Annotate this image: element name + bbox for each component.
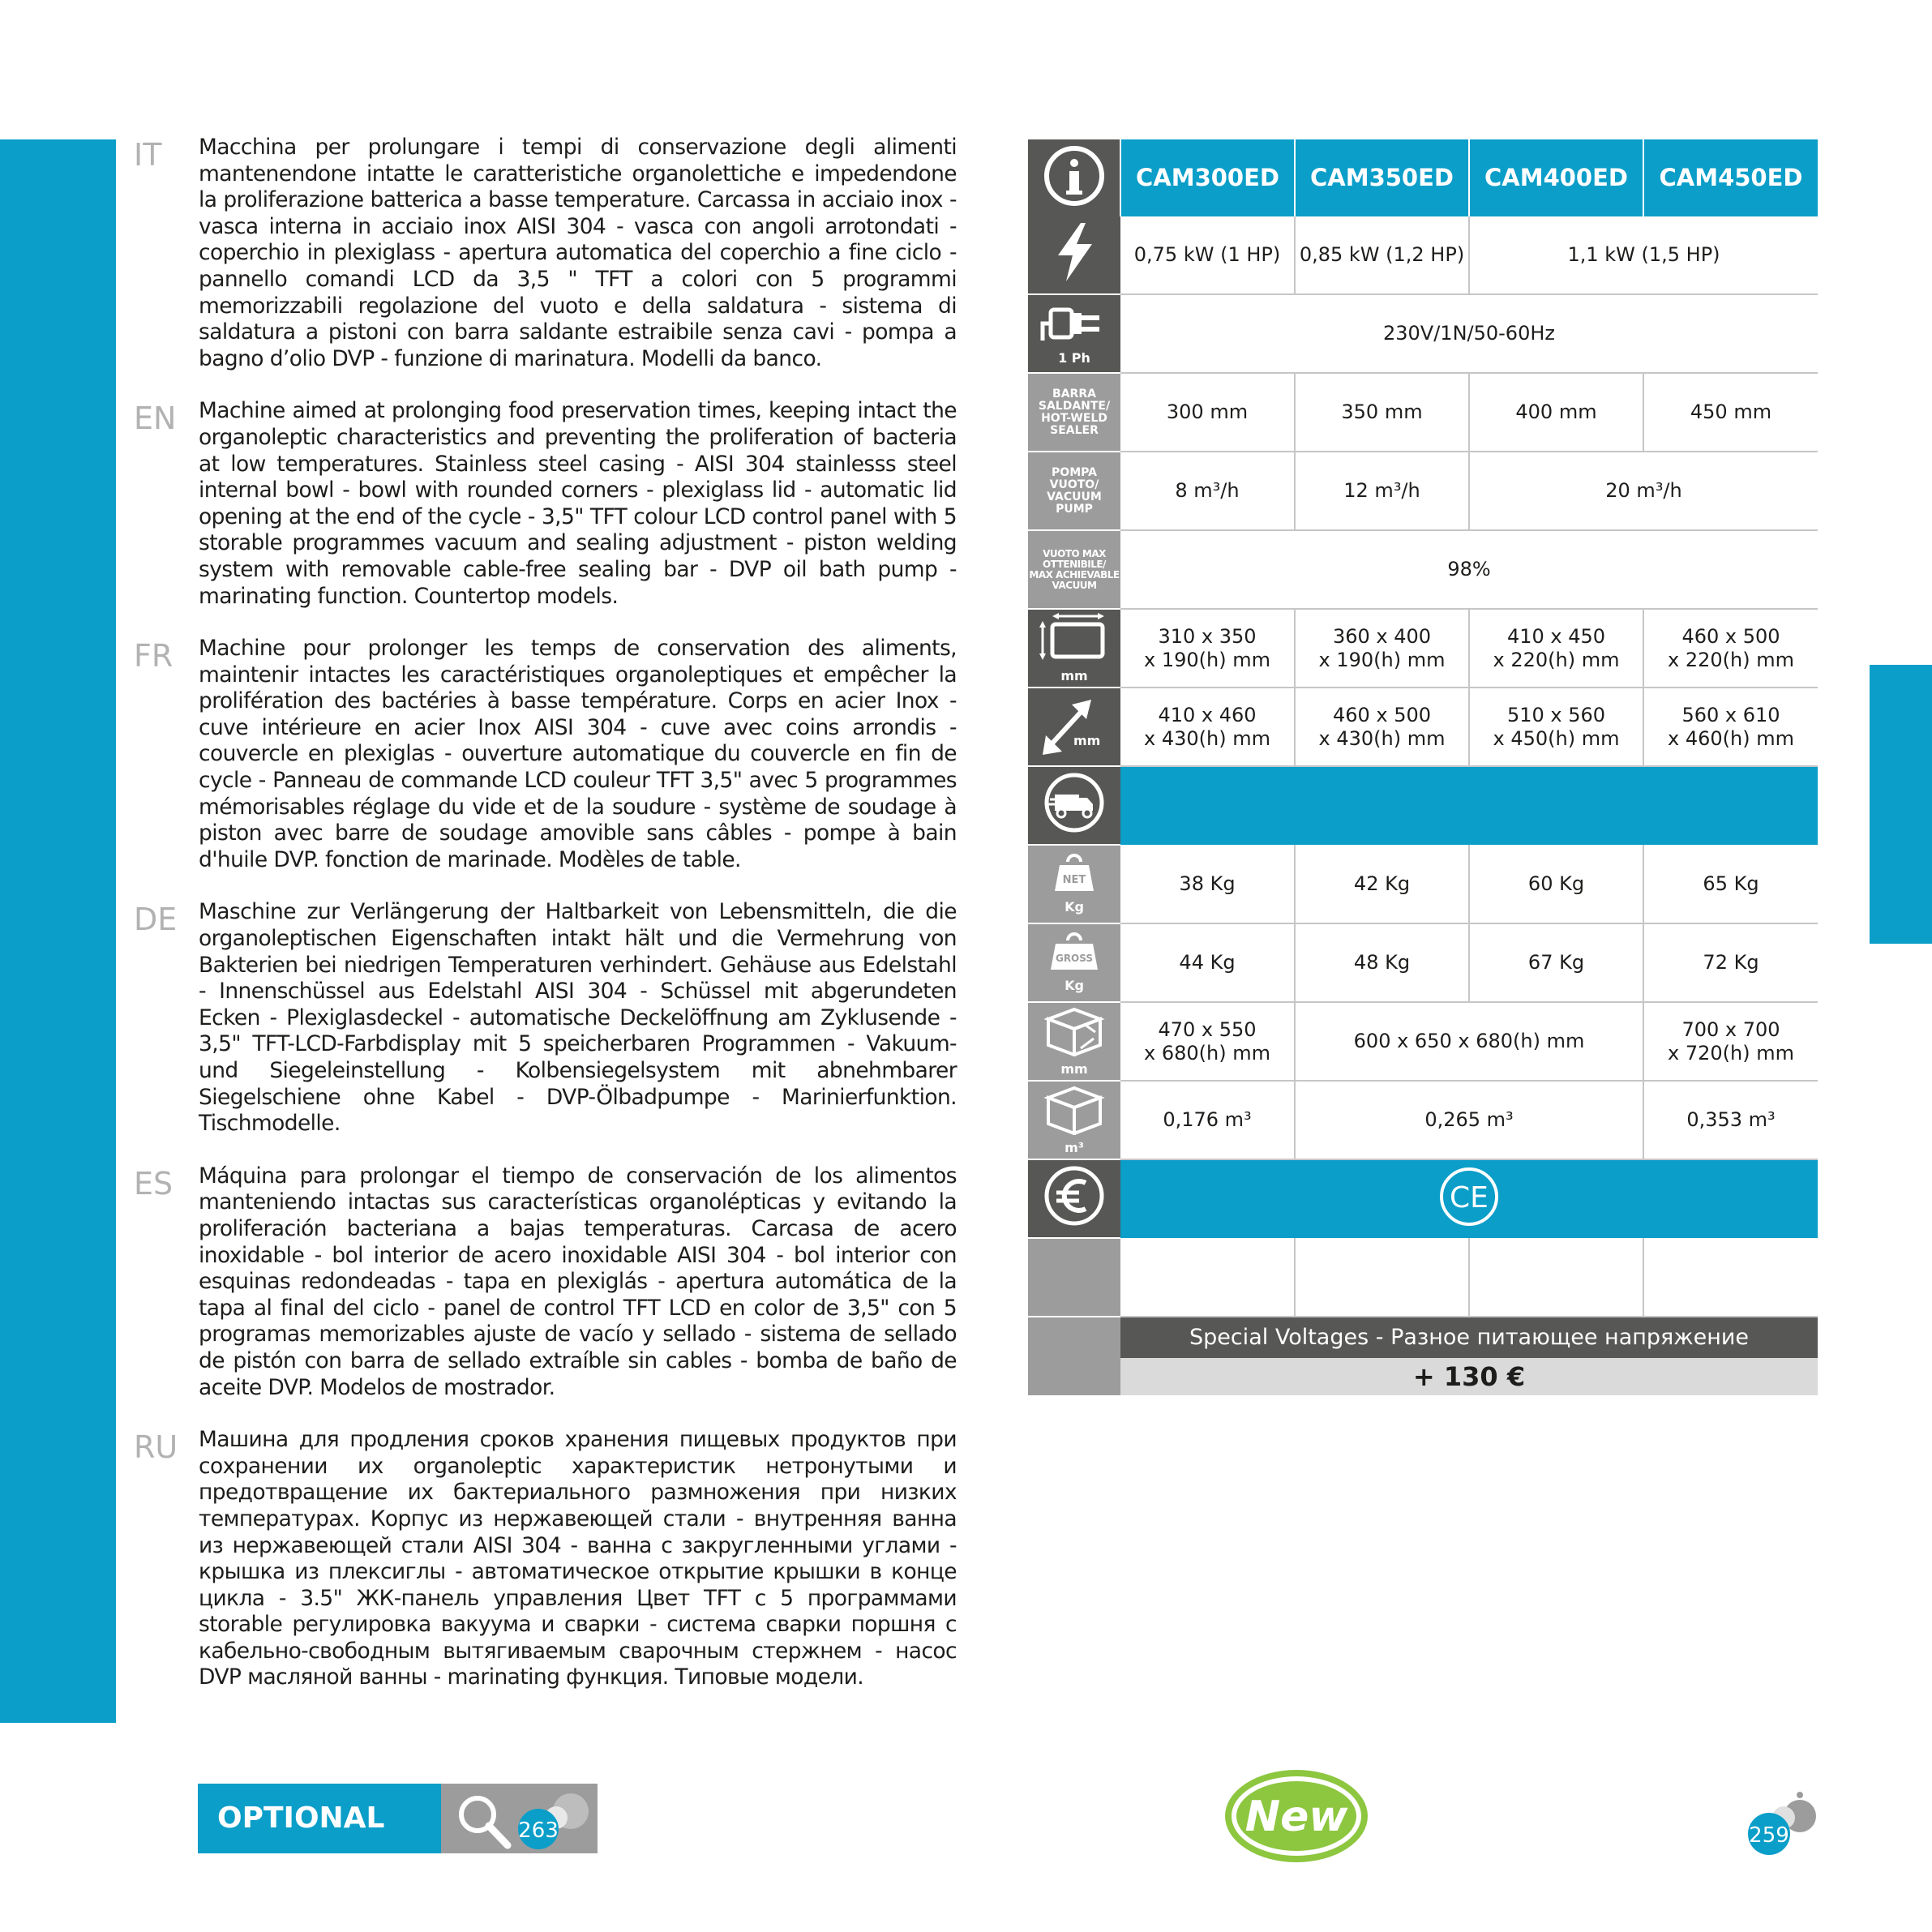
svg-text:GROSS: GROSS: [1055, 953, 1094, 964]
description-text: Maschine zur Verlängerung der Haltbarkeit von Lebensmitteln, die die organoleptischen Eigenschaften intakt hält und die Vermehrung von Bakterien bei niedrigen Temperaturen verhindert. Gehäuse aus Edelstahl - Innenschüssel aus Edelstahl AISI 304 - Schüssel mit abgerundeten Ecken - Plexiglasdeckel - automatische Deckelöffnung am Zyklusende - 3,5" TFT-LCD-Farbdisplay mit 5 speicherbaren Programmen - Vakuum- und Siegeleinstellung - Kolbensiegelsystem mit abnehmbarer Siegelschiene ohne Kabel - DVP-Ölbadpumpe - Marinierfunktion. Tischmodelle.: [199, 899, 957, 1137]
price-value: [1469, 1238, 1643, 1317]
optional-page-link[interactable]: [441, 1784, 598, 1853]
external-value: 560 x 610 x 460(h) mm: [1643, 688, 1818, 766]
optional-button[interactable]: OPTIONAL: [198, 1784, 441, 1853]
shipping-band: [1120, 766, 1818, 845]
description-text: Machine aimed at prolonging food preservation times, keeping intact the organoleptic characteristics and preventing the proliferation of bacteria at low temperatures. Stainless steel casing - AISI 304 stainlesss steel internal bowl - bowl with rounded corners - plexiglass lid - automatic lid opening at the end of the cycle - 3,5" TFT colour LCD control panel with 5 storable programmes vacuum and sealing adjustment - piston welding system with removable cable-free sealing bar - DVP oil bath pump - marinating function. Countertop models.: [199, 398, 957, 609]
gross-weight-value: 48 Kg: [1295, 923, 1469, 1002]
net-weight-value: 65 Kg: [1643, 845, 1818, 923]
ce-mark-icon: [1437, 1164, 1501, 1229]
chamber-dimensions-icon: [1028, 609, 1120, 688]
model-name: CAM400ED: [1469, 139, 1643, 216]
svg-text:259: 259: [1749, 1823, 1789, 1848]
pump-value: 8 m³/h: [1120, 452, 1295, 530]
certification-row: [1028, 1159, 1818, 1238]
net-weight-value: 42 Kg: [1295, 845, 1469, 923]
net-weight-icon: [1028, 845, 1120, 923]
volume-row: [1028, 1081, 1818, 1159]
packing-value: 600 x 650 x 680(h) mm: [1295, 1002, 1643, 1081]
gross-weight-value: 44 Kg: [1120, 923, 1295, 1002]
gross-weight-value: 72 Kg: [1643, 923, 1818, 1002]
pump-row: [1028, 452, 1818, 530]
special-side: [1028, 1317, 1120, 1358]
packing-row: [1028, 1002, 1818, 1081]
chamber-value: 360 x 400 x 190(h) mm: [1295, 609, 1469, 688]
model-name: CAM450ED: [1643, 139, 1818, 216]
volume-value: 0,176 m³: [1120, 1081, 1295, 1159]
svg-text:263: 263: [518, 1818, 559, 1843]
vacuum-value: 98%: [1120, 530, 1818, 609]
chamber-row: [1028, 609, 1818, 688]
power-value: 0,75 kW (1 HP): [1120, 216, 1295, 294]
page-number-badge: [1735, 1784, 1824, 1865]
info-icon: [1028, 139, 1120, 216]
vacuum-label: VUOTO MAX OTTENIBILE/ MAX ACHIEVABLE VACUUM: [1028, 530, 1120, 609]
description-en: [134, 398, 957, 610]
new-badge: [1223, 1767, 1370, 1865]
bar-value: 300 mm: [1120, 373, 1295, 452]
language-code: IT: [134, 137, 162, 173]
voltage-value: 230V/1N/50-60Hz: [1120, 294, 1818, 373]
svg-text:New: New: [1244, 1793, 1348, 1841]
special-price-row: [1028, 1358, 1818, 1395]
gross-weight-value: 67 Kg: [1469, 923, 1643, 1002]
ce-mark-band: [1120, 1159, 1818, 1238]
power-value: 1,1 kW (1,5 HP): [1469, 216, 1818, 294]
delivery-truck-icon: [1028, 766, 1120, 845]
description-text: Macchina per prolungare i tempi di conservazione degli alimenti mantenendone intatte le caratteristiche organolettiche e impedendone la proliferazione batterica a basse temperature. Carcassa in acciaio inox - vasca interna in acciaio inox AISI 304 - vasca con angoli arrotondati - coperchio in plexiglass - apertura automatica del coperchio a fine ciclo - pannello comandi LCD da 3,5 " TFT a colori con 5 programmi memorizzabili regolazione del vuoto e della saldatura - sistema di saldatura a pistoni con barra saldante estraibile senza cavi - pompa a bagno d’olio DVP - funzione di marinatura. Modelli da banco.: [199, 135, 957, 371]
external-row: [1028, 688, 1818, 766]
chamber-value: 310 x 350 x 190(h) mm: [1120, 609, 1295, 688]
mm-label: mm: [1073, 732, 1101, 748]
description-text: Machine pour prolonger les temps de conservation des aliments, maintenir intactes les caractéristiques organoleptiques et empêcher la prolifération des bactéries à basse température. Corps en acier Inox - cuve intérieure en acier Inox AISI 304 - cuve avec coins arrondis - couvercle en plexiglas - ouverture automatique du couvercle en fin de cycle - Panneau de commande LCD couleur TFT 3,5" avec 5 programmes mémorisables réglage du vide et de la soudure - système de soudage à piston avec barre de soudage amovible sans câbles - pompe à bain d'huile DVP. fonction de marinade. Modèles de table.: [199, 636, 957, 872]
bar-value: 350 mm: [1295, 373, 1469, 452]
package-dimensions-icon: [1028, 1002, 1120, 1081]
kg-label: Kg: [1065, 899, 1084, 915]
phase-label: 1 Ph: [1058, 350, 1090, 366]
volume-value: 0,265 m³: [1295, 1081, 1643, 1159]
spec-table-container: [1028, 139, 1818, 1395]
gross-weight-row: [1028, 923, 1818, 1002]
models-row: [1028, 139, 1818, 216]
external-value: 460 x 500 x 430(h) mm: [1295, 688, 1469, 766]
pump-value: 20 m³/h: [1469, 452, 1818, 530]
pump-label: POMPA VUOTO/ VACUUM PUMP: [1028, 452, 1120, 530]
mm-label: mm: [1060, 1061, 1088, 1077]
package-volume-icon: [1028, 1081, 1120, 1159]
pump-value: 12 m³/h: [1295, 452, 1469, 530]
special-voltages-label: Special Voltages - Разное питающее напряжение: [1120, 1317, 1818, 1358]
price-side: [1028, 1238, 1120, 1317]
euro-icon: [1028, 1159, 1120, 1238]
packing-value: 700 x 700 x 720(h) mm: [1643, 1002, 1818, 1081]
bar-value: 450 mm: [1643, 373, 1818, 452]
language-code: DE: [134, 902, 178, 938]
description-de: [134, 899, 957, 1137]
svg-text:CE: CE: [1450, 1180, 1489, 1214]
volume-value: 0,353 m³: [1643, 1081, 1818, 1159]
description-it: [134, 135, 957, 372]
bar-value: 400 mm: [1469, 373, 1643, 452]
model-name: CAM300ED: [1120, 139, 1295, 216]
net-weight-value: 60 Kg: [1469, 845, 1643, 923]
kg-label: Kg: [1065, 978, 1084, 993]
description-fr: [134, 636, 957, 873]
model-name: CAM350ED: [1295, 139, 1469, 216]
language-code: FR: [134, 638, 173, 675]
external-dimensions-icon: [1028, 688, 1120, 766]
language-code: EN: [134, 401, 177, 437]
external-value: 510 x 560 x 450(h) mm: [1469, 688, 1643, 766]
special-side: [1028, 1358, 1120, 1395]
special-voltages-row: [1028, 1317, 1818, 1358]
right-accent-tab: [1870, 665, 1932, 944]
spec-table: [1028, 139, 1818, 1317]
power-row: [1028, 216, 1818, 294]
plug-icon: [1028, 294, 1120, 373]
price-value: [1295, 1238, 1469, 1317]
sealing-bar-row: [1028, 373, 1818, 452]
voltage-row: [1028, 294, 1818, 373]
lightning-icon: [1028, 216, 1120, 294]
mm-label: mm: [1060, 668, 1088, 683]
chamber-value: 460 x 500 x 220(h) mm: [1643, 609, 1818, 688]
power-value: 0,85 kW (1,2 HP): [1295, 216, 1469, 294]
packing-value: 470 x 550 x 680(h) mm: [1120, 1002, 1295, 1081]
language-code: RU: [134, 1429, 178, 1466]
language-code: ES: [134, 1165, 173, 1202]
price-value: [1643, 1238, 1818, 1317]
net-weight-value: 38 Kg: [1120, 845, 1295, 923]
product-descriptions: [134, 135, 957, 1717]
description-ru: [134, 1427, 957, 1691]
description-es: [134, 1163, 957, 1401]
chamber-value: 410 x 450 x 220(h) mm: [1469, 609, 1643, 688]
vacuum-row: [1028, 530, 1818, 609]
net-weight-row: [1028, 845, 1818, 923]
price-value: [1120, 1238, 1295, 1317]
left-accent-bar: [0, 139, 116, 1723]
m3-label: m³: [1065, 1140, 1084, 1155]
gross-weight-icon: [1028, 923, 1120, 1002]
external-value: 410 x 460 x 430(h) mm: [1120, 688, 1295, 766]
sealing-bar-label: BARRA SALDANTE/ HOT-WELD SEALER: [1028, 373, 1120, 452]
description-text: Машина для продления сроков хранения пищевых продуктов при сохранении их organoleptic характеристик нетронутыми и предотвращение их бактериального размножения при низких температурах. Корпус из нержавеющей стали - внутренняя ванна из нержавеющей стали AISI 304 - ванна с закругленными углами - крышка из плексиглы - автоматическое открытие крышки в конце цикла - 3.5" ЖК-панель управления Цвет TFT с 5 программами storable регулировка вакуума и сварки - система сварки поршня с кабельно-свободным вытягиваемым сварочным стержнем - насос DVP масляной ванны - marinating функция. Типовые модели.: [199, 1427, 957, 1690]
description-text: Máquina para prolongar el tiempo de conservación de los alimentos manteniendo intactas sus características organolépticas y evitando la proliferación bacteriana a bajas temperaturas. Carcasa de acero inoxidable - bol interior de acero inoxidable AISI 304 - bol interior con esquinas redondeadas - tapa en plexiglás - apertura automática de la tapa al final del ciclo - panel de control TFT LCD en color de 3,5" con 5 programas memorizables ajuste de vacío y sellado - sistema de sellado de pistón con barra de sellado extraíble sin cables - bomba de baño de aceite DVP. Modelos de mostrador.: [199, 1163, 957, 1400]
shipping-row: [1028, 766, 1818, 845]
price-row: [1028, 1238, 1818, 1317]
special-price: + 130 €: [1120, 1358, 1818, 1395]
svg-text:NET: NET: [1062, 874, 1086, 886]
